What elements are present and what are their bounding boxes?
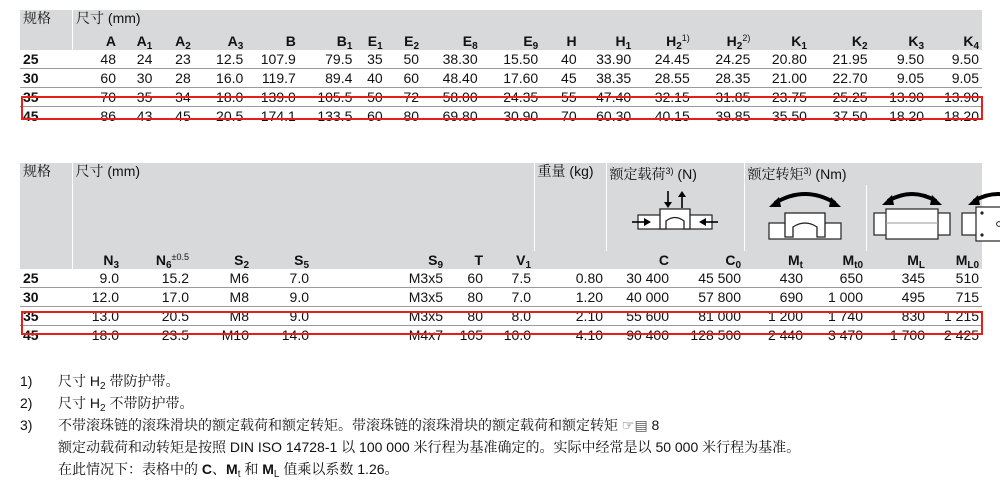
size-cell: 30 — [20, 69, 73, 88]
table-cell: 32.15 — [634, 88, 693, 107]
table-cell: 24 — [119, 50, 155, 69]
table-cell: 1 215 — [928, 307, 982, 326]
table-cell: 1.20 — [534, 288, 606, 307]
column-header: C — [658, 252, 670, 268]
column-header: $E_8$ — [462, 33, 478, 52]
torque-ml-icon — [870, 187, 1000, 245]
column-header: $M_{L0}$ — [955, 252, 980, 271]
table-cell: 50 — [386, 50, 422, 69]
table-cell: 72 — [386, 88, 422, 107]
column-header: $S_9$ — [428, 252, 443, 271]
column-header: B — [285, 33, 296, 49]
table-cell: 4.10 — [575, 326, 604, 343]
table-cell: 14.0 — [281, 326, 309, 343]
table-cell: 107.9 — [246, 50, 299, 69]
column-header: $S_2$ — [234, 252, 249, 271]
table-cell: 38.30 — [422, 50, 481, 69]
table-cell: 43 — [136, 107, 153, 124]
column-header: H — [566, 33, 577, 49]
column-header: $M_L$ — [907, 252, 926, 271]
column-header: $A_3$ — [227, 33, 244, 52]
table-cell: 23.75 — [753, 88, 810, 107]
table-cell: 21.95 — [810, 50, 871, 69]
column-header: $S_5$ — [294, 252, 309, 271]
table-cell: 24.35 — [481, 88, 542, 107]
size-header: 规格 — [23, 10, 51, 26]
table-cell: 15.50 — [481, 50, 542, 69]
table-cell: 7.5 — [486, 269, 534, 288]
table-cell: 1 200 — [744, 307, 806, 326]
size-cell: 35 — [20, 307, 72, 326]
torque-ml-figure — [866, 185, 982, 251]
table-cell: M3x5 — [312, 288, 446, 307]
table-row — [20, 269, 982, 288]
table-cell: 25.25 — [810, 88, 871, 107]
table-cell: 17.0 — [122, 288, 192, 307]
column-header: $B_1$ — [336, 33, 353, 52]
table-cell: 2.10 — [534, 307, 606, 326]
table-cell: 80 — [446, 288, 486, 307]
table-row — [20, 288, 982, 307]
table-cell: 40 — [355, 69, 385, 88]
table-cell: 35 — [119, 88, 155, 107]
table-cell: 7.0 — [252, 269, 312, 288]
column-header: $K_1$ — [791, 33, 807, 52]
table-cell: M6 — [192, 269, 252, 288]
column-header: $K_2$ — [851, 33, 868, 52]
table-cell: 55 600 — [606, 307, 672, 326]
column-header: $N_6^{\pm 0.5}$ — [155, 252, 189, 271]
footnote-2: 2) 尺寸 $H_2$ 不带防护带。 — [20, 395, 194, 414]
table-cell: 105.5 — [299, 88, 356, 107]
table-cell: 70 — [73, 88, 119, 107]
table-cell: 9.05 — [927, 69, 982, 88]
table-cell: 12.5 — [194, 50, 247, 69]
load-direction-figure — [606, 185, 744, 251]
table-cell: 10.0 — [503, 326, 532, 343]
table-cell: 174.1 — [260, 107, 296, 124]
table-cell: 28.35 — [693, 69, 754, 88]
table-cell: 9.0 — [252, 288, 312, 307]
table-cell: 60 — [386, 69, 422, 88]
footnotes — [20, 370, 800, 480]
table-cell: 57 800 — [672, 288, 744, 307]
table-cell: 40 — [541, 50, 579, 69]
table-cell: 80 — [403, 107, 420, 124]
table-cell: 830 — [866, 307, 928, 326]
column-header: $V_1$ — [516, 252, 532, 271]
table-cell: 48 — [73, 50, 119, 69]
group-header-row — [20, 163, 982, 185]
table-cell: 89.4 — [299, 69, 356, 88]
torque-mt-icon — [757, 187, 853, 245]
table-cell: 690 — [744, 288, 806, 307]
table-cell: M3x5 — [312, 307, 446, 326]
table-cell: 58.00 — [422, 88, 481, 107]
footnote-1: 1) 尺寸 $H_2$ 带防护带。 — [20, 373, 180, 392]
footnote-3-line-3: 在此情况下：表格中的 C、$M_t$ 和 $M_L$ 值乘以系数 1.26。 — [58, 461, 399, 480]
dims-header: 尺寸 (mm) — [73, 10, 982, 32]
table-cell: 128 500 — [690, 326, 742, 343]
column-header: $C_0$ — [725, 252, 742, 271]
table-cell: 86 — [100, 107, 116, 124]
column-header-row — [20, 32, 982, 50]
size-cell: 45 — [23, 326, 39, 343]
table-cell: 81 000 — [672, 307, 744, 326]
table-cell: 20.5 — [122, 307, 192, 326]
table-cell: 650 — [806, 269, 866, 288]
table-cell: 9.50 — [927, 50, 982, 69]
column-header: $E_2$ — [404, 33, 420, 52]
table-cell: 9.05 — [871, 69, 928, 88]
table-cell: 23 — [155, 50, 193, 69]
table-cell: 18.20 — [943, 107, 979, 124]
table-cell: 9.0 — [72, 269, 122, 288]
column-header — [534, 251, 606, 269]
table-cell: 40 000 — [606, 288, 672, 307]
torque-header: 额定转矩$^{3)}$ (Nm) — [744, 163, 982, 185]
table-cell: 79.5 — [299, 50, 356, 69]
table-cell: 8.0 — [486, 307, 534, 326]
table-cell: 45 — [541, 69, 579, 88]
column-header: $K_3$ — [908, 33, 925, 52]
table-cell: 30 400 — [606, 269, 672, 288]
table-cell: M8 — [192, 288, 252, 307]
table-cell: 20.80 — [753, 50, 810, 69]
table-row — [20, 326, 982, 345]
table-cell: 80 — [446, 307, 486, 326]
load-header: 额定载荷$^{3)}$ (N) — [606, 163, 744, 185]
table-cell: 430 — [744, 269, 806, 288]
table-cell: 60.30 — [596, 107, 632, 124]
column-header: $H_1$ — [615, 33, 632, 52]
table-cell: 38.35 — [580, 69, 635, 88]
table-cell: 40.15 — [654, 107, 690, 124]
load-table — [20, 163, 982, 344]
size-cell: 45 — [23, 107, 39, 124]
table-cell: 18.0 — [194, 88, 247, 107]
column-header: A — [73, 32, 119, 50]
table-cell: 345 — [866, 269, 928, 288]
table-cell: 69.80 — [442, 107, 478, 124]
column-header: $A_1$ — [136, 33, 153, 52]
table-cell: 2 440 — [767, 326, 804, 343]
table-cell: 60 — [446, 269, 486, 288]
table-cell: 39.85 — [715, 107, 751, 124]
column-header: $M_t$ — [788, 252, 804, 271]
table-cell: M3x5 — [312, 269, 446, 288]
table-row — [20, 69, 982, 88]
table-cell: 31.85 — [693, 88, 754, 107]
table-cell: 7.0 — [486, 288, 534, 307]
table-cell: 21.00 — [753, 69, 810, 88]
column-header: $K_4$ — [963, 33, 979, 52]
table-cell: 33.90 — [580, 50, 635, 69]
table-cell: 35 — [355, 50, 385, 69]
size-cell: 25 — [20, 269, 72, 288]
table-cell: 510 — [928, 269, 982, 288]
footnote-3: 3) 不带滚珠链的滚珠滑块的额定载荷和额定转矩。带滚珠链的滚珠滑块的额定载荷和额定转矩 ☞▤ 8 — [20, 417, 660, 433]
column-header: $N_3$ — [72, 251, 122, 269]
table-cell: 15.2 — [122, 269, 192, 288]
table-row — [20, 50, 982, 69]
table-cell: 9.0 — [252, 307, 312, 326]
dims-header-2: 尺寸 (mm) — [72, 163, 534, 251]
table-cell: 715 — [928, 288, 982, 307]
column-header: $M_{t0}$ — [842, 252, 864, 271]
table-cell: 20.5 — [216, 107, 244, 124]
torque-mt-figure — [744, 185, 866, 251]
table-row — [20, 307, 982, 326]
load-direction-icon — [630, 187, 720, 245]
table-cell: 45 — [175, 107, 191, 124]
size-cell: 35 — [20, 88, 73, 107]
size-cell: 30 — [20, 288, 72, 307]
table-cell: 133.5 — [317, 107, 353, 124]
table-cell: 24.45 — [634, 50, 693, 69]
table-row — [20, 107, 982, 126]
table-cell: 28.55 — [634, 69, 693, 88]
table-cell: 60 — [73, 69, 119, 88]
table-cell: 47.40 — [580, 88, 635, 107]
table-cell: 35.50 — [771, 107, 807, 124]
table-cell: 17.60 — [481, 69, 542, 88]
column-header: $H_2^{2)}$ — [726, 33, 751, 52]
table-cell: 45 500 — [672, 269, 744, 288]
table-cell: 12.0 — [72, 288, 122, 307]
table-cell: 1 700 — [889, 326, 926, 343]
table-cell: 55 — [541, 88, 579, 107]
dimensions-table — [20, 10, 982, 125]
footnote-3-line-2: 额定动载荷和动转矩是按照 DIN ISO 14728-1 以 100 000 米行程为基准确定的。实际中经常是以 50 000 米行程为基准。 — [58, 439, 801, 455]
table-cell: 50 — [355, 88, 385, 107]
size-header-2: 规格 — [23, 163, 51, 179]
weight-header: 重量 (kg) — [534, 163, 606, 251]
table-cell: 90 400 — [626, 326, 670, 343]
table-cell: 1 000 — [806, 288, 866, 307]
table-cell: 16.0 — [194, 69, 247, 88]
table-cell: 18.0 — [91, 326, 119, 343]
table-cell: 139.0 — [246, 88, 299, 107]
table-cell: 105 — [459, 326, 483, 343]
table-cell: 30.90 — [503, 107, 539, 124]
table-cell: 70 — [561, 107, 577, 124]
table-cell: 48.40 — [422, 69, 481, 88]
table-cell: M4x7 — [408, 326, 443, 343]
table-cell: 37.50 — [832, 107, 868, 124]
table-cell: 495 — [866, 288, 928, 307]
table-cell: M10 — [221, 326, 249, 343]
table-cell: 24.25 — [693, 50, 754, 69]
table-cell: 13.90 — [871, 88, 928, 107]
table-cell: 23.5 — [161, 326, 189, 343]
table-cell: 22.70 — [810, 69, 871, 88]
table-cell: 119.7 — [246, 69, 299, 88]
column-header: $H_2^{1)}$ — [666, 33, 690, 52]
table-cell: M8 — [192, 307, 252, 326]
column-header: $A_2$ — [175, 33, 191, 52]
table-cell: 9.50 — [871, 50, 928, 69]
table-cell: 3 470 — [827, 326, 864, 343]
column-header: T — [474, 252, 483, 268]
table-cell: 28 — [155, 69, 193, 88]
table-cell: 18.20 — [889, 107, 925, 124]
column-header: $E_9$ — [523, 33, 539, 52]
size-cell: 25 — [20, 50, 73, 69]
table-cell: 2 425 — [943, 326, 980, 343]
table-cell: 30 — [119, 69, 155, 88]
table-cell: 60 — [367, 107, 383, 124]
table-cell: 13.0 — [72, 307, 122, 326]
table-cell: 0.80 — [534, 269, 606, 288]
table-cell: 34 — [155, 88, 193, 107]
table-row — [20, 88, 982, 107]
page-reference-icon[interactable]: ☞▤ — [621, 417, 648, 433]
table-cell: 13.90 — [927, 88, 982, 107]
table-cell: 1 740 — [806, 307, 866, 326]
column-header-row-2 — [20, 251, 982, 269]
column-header: $E_1$ — [367, 33, 383, 52]
